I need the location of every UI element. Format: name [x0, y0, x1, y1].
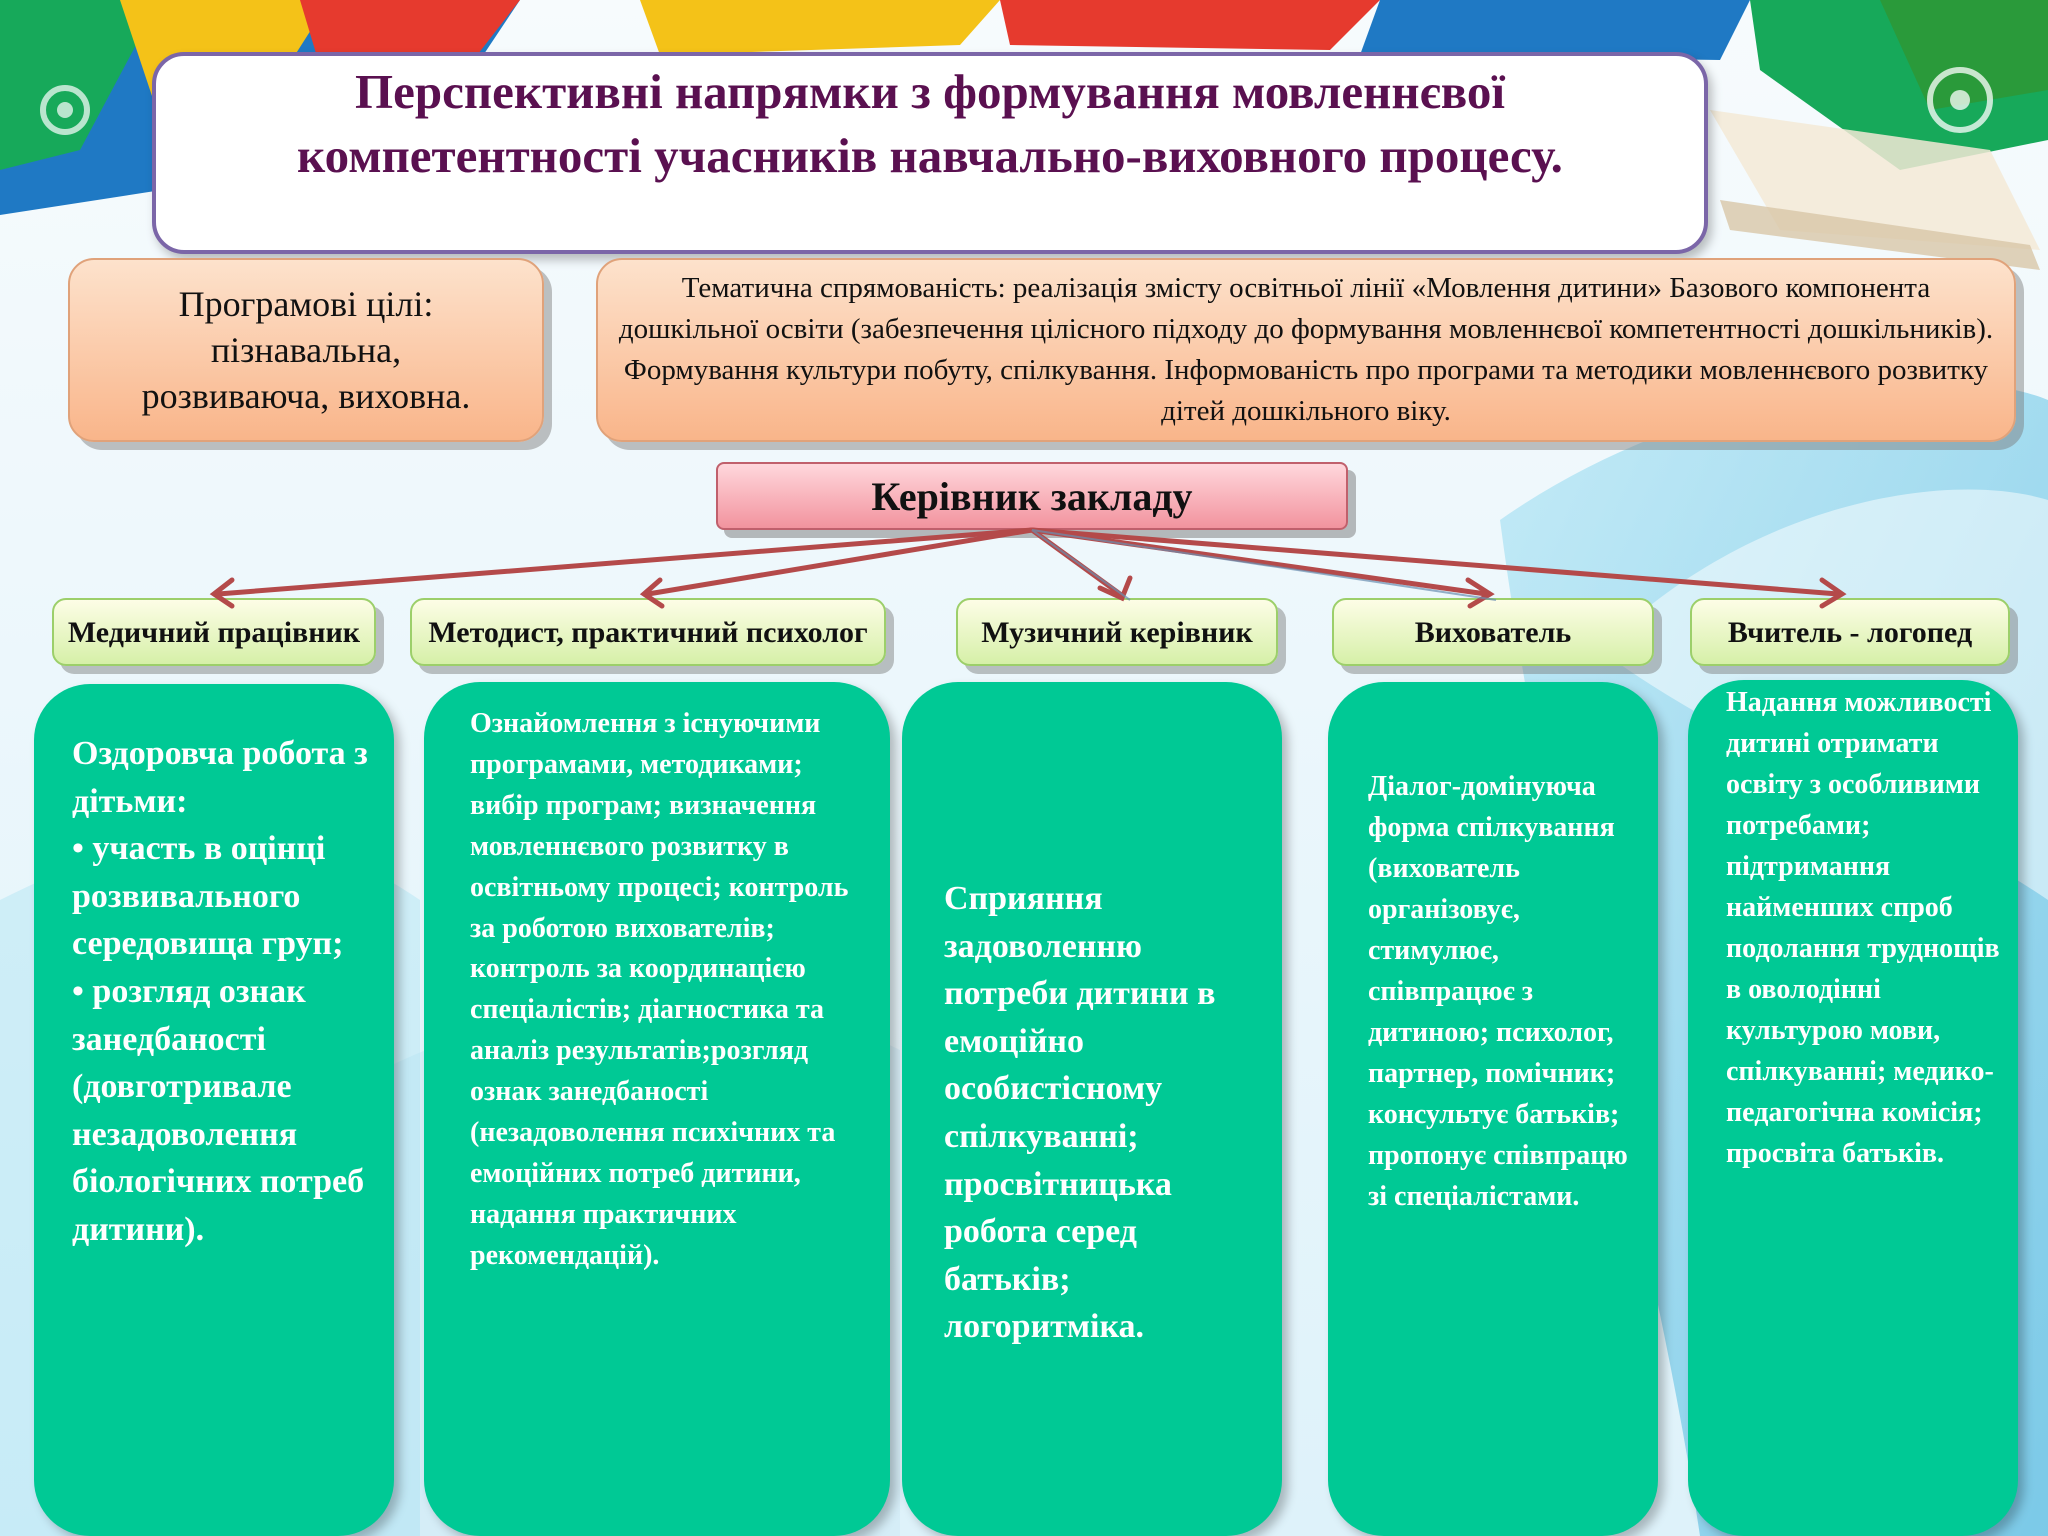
card-medical-text: Оздоровча робота з дітьми: • участь в оцінці розвивального середовища груп; • розгляд ознак занедбаності (довготривале незадоволення біологічних потреб дитини). — [72, 735, 368, 1248]
role-label: Вчитель - логопед — [1727, 615, 1973, 649]
program-goals-line-1: Програмові цілі: — [178, 284, 434, 324]
role-educator — [1332, 598, 1654, 666]
program-goals-line-3: розвиваюча, виховна. — [141, 376, 471, 416]
card-educator-text: Діалог-домінуюча форма спілкування (вихователь організовує, стимулює, співпрацює з дитиною; психолог, партнер, помічник; консультує батьків; пропонує співпрацю зі спеціалістами. — [1368, 771, 1628, 1212]
card-music-text: Сприяння задоволенню потреби дитини в емоційно особистісному спілкуванні; просвітницька робота серед батьків; логоритміка. — [944, 880, 1216, 1346]
program-goals-line-2: пізнавальна, — [210, 330, 402, 370]
card-speech-text: Надання можливості дитині отримати освіту з особливими потребами; підтримання найменших спроб подолання труднощів в оволодінні культурою мови, спілкуванні; медико-педагогічна комісія; просвіта батьків. — [1726, 687, 2000, 1169]
head-of-institution-box — [716, 462, 1348, 530]
page-title: Перспективні напрямки з формування мовленнєвої компетентності учасників навчально-виховного процесу. — [297, 64, 1563, 183]
role-speech-therapist — [1690, 598, 2010, 666]
role-methodist-psychologist — [410, 598, 886, 666]
thematic-direction-text: Тематична спрямованість: реалізація змісту освітньої лінії «Мовлення дитини» Базового компонента дошкільної освіти (забезпечення цілісного підходу до формування мовленнєвої компетентності дошкільників). Формування культури побуту, спілкування. Інформованість про програми та методики мовленнєвого розвитку дітей дошкільного віку. — [618, 272, 1994, 427]
head-of-institution-label: Керівник закладу — [871, 473, 1193, 519]
role-medical-worker — [52, 598, 376, 666]
thematic-direction-box — [596, 258, 2016, 442]
role-label: Вихователь — [1414, 615, 1572, 649]
role-music-director — [956, 598, 1278, 666]
card-methodist-text: Ознайомлення з існуючими програмами, методиками; вибір програм; визначення мовленнєвого розвитку в освітньому процесі; контроль за роботою вихователів; контроль за координацією спеціалістів; діагностика та аналіз результатів;розгляд ознак занедбаності (незадоволення психічних та емоційних потреб дитини, надання практичних рекомендацій). — [470, 708, 849, 1271]
program-goals-box — [68, 258, 544, 442]
role-label: Медичний працівник — [67, 615, 361, 649]
role-label: Методист, практичний психолог — [428, 615, 868, 649]
role-label: Музичний керівник — [981, 615, 1253, 649]
